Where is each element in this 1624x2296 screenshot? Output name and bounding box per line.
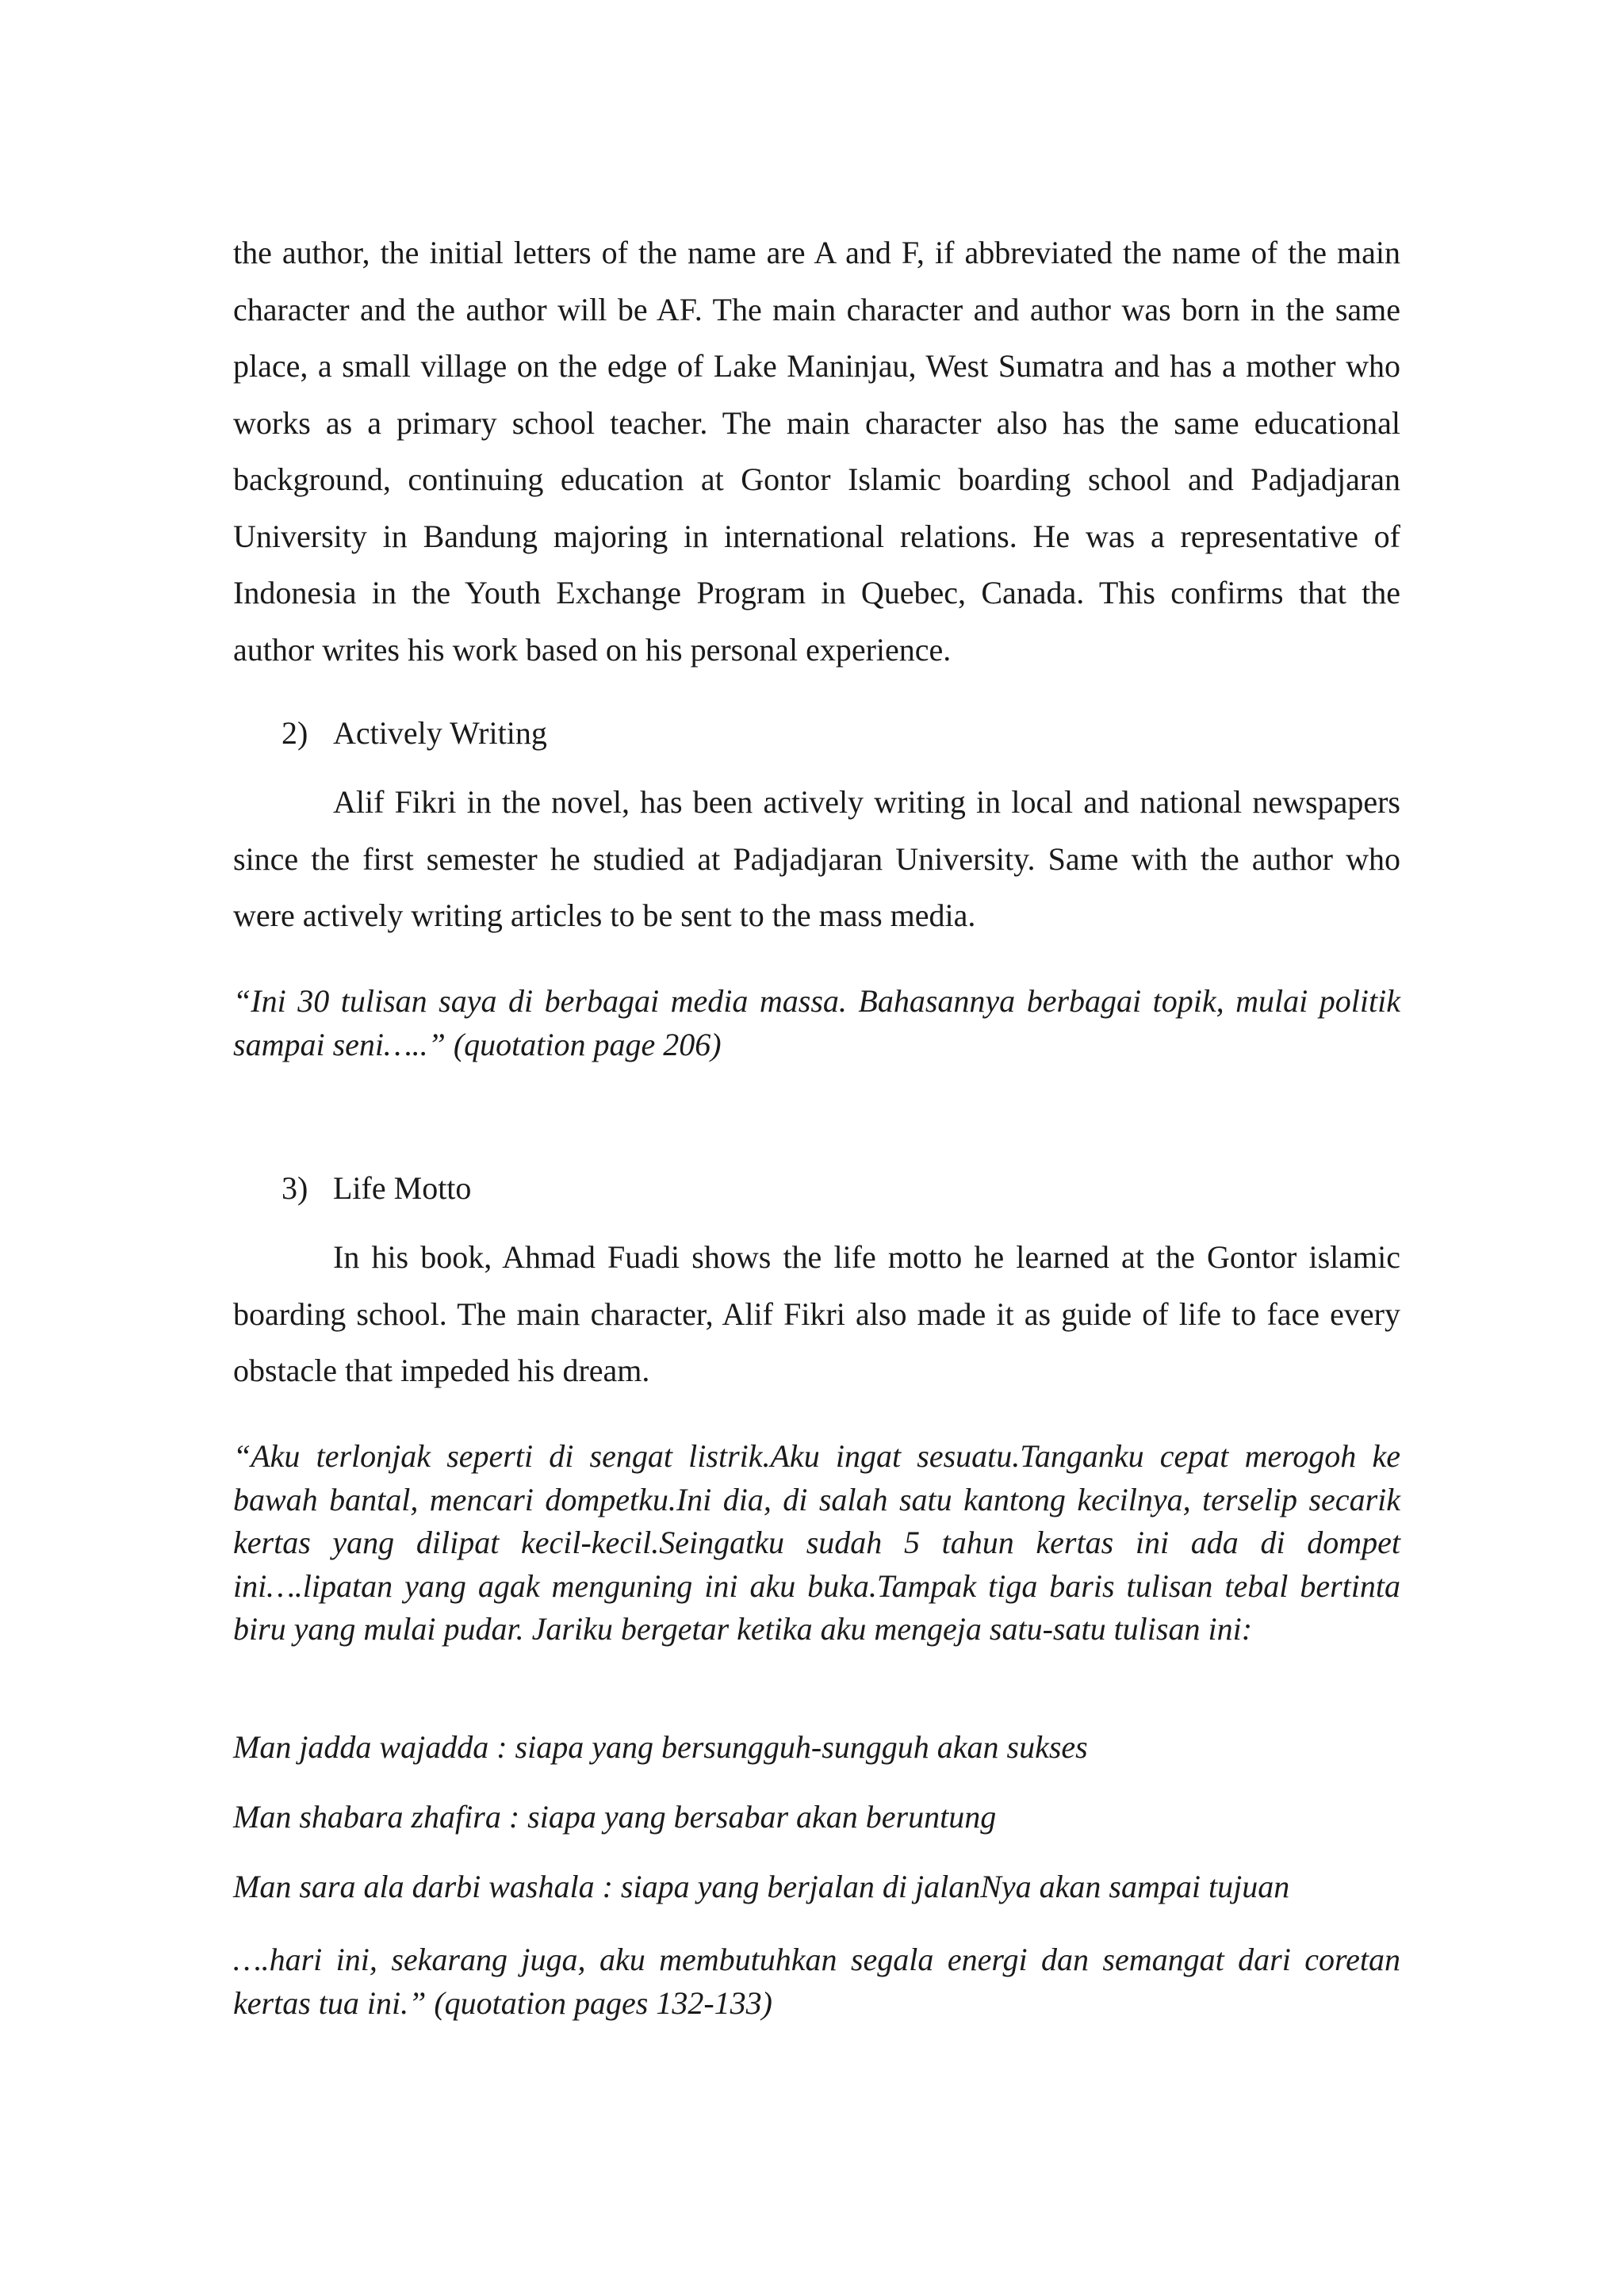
quotation-page-206: “Ini 30 tulisan saya di berbagai media massa. Bahasannya berbagai topik, mulai politik sampai seni…..” (quotation page 206) bbox=[233, 983, 1400, 1062]
quotation-intro: “Aku terlonjak seperti di sengat listrik.Aku ingat sesuatu.Tanganku cepat merogoh ke bawah bantal, mencari dompetku.Ini dia, di salah satu kantong kecilnya, terselip secarik kertas yang dilipat kecil-kecil.Seingatku sudah 5 tahun kertas ini ada di dompet ini….lipatan yang agak menguning ini aku buka.Tampak tiga baris tulisan tebal bertinta biru yang mulai pudar. Jariku bergetar ketika aku mengeja satu-satu tulisan ini: bbox=[233, 1438, 1400, 1647]
motto-line-1: Man jadda wajadda : siapa yang bersungguh-sungguh akan sukses bbox=[233, 1729, 1088, 1765]
quotation-end-pages-132-133: ….hari ini, sekarang juga, aku membutuhkan segala energi dan semangat dari coretan kertas tua ini.” (quotation pages 132-133) bbox=[233, 1942, 1400, 2021]
paragraph-life-motto: In his book, Ahmad Fuadi shows the life motto he learned at the Gontor islamic boarding school. The main character, Alif Fikri also made it as guide of life to face every obstacle that impeded his dream. bbox=[233, 1239, 1400, 1388]
section-heading-actively-writing bbox=[282, 712, 547, 755]
motto-line-3: Man sara ala darbi washala : siapa yang berjalan di jalanNya akan sampai tujuan bbox=[233, 1869, 1290, 1904]
section-title: Actively Writing bbox=[333, 715, 547, 751]
section-title: Life Motto bbox=[333, 1170, 472, 1206]
motto-line-2: Man shabara zhafira : siapa yang bersabar akan beruntung bbox=[233, 1799, 997, 1835]
paragraph-actively-writing: Alif Fikri in the novel, has been actively writing in local and national newspapers since the first semester he studied at Padjadjaran University. Same with the author who were actively writing articles to be sent to the mass media. bbox=[233, 784, 1400, 933]
section-heading-life-motto bbox=[282, 1167, 471, 1210]
paragraph-intro: the author, the initial letters of the name are A and F, if abbreviated the name of the main character and the author will be AF. The main character and author was born in the same place, a small village on the edge of Lake Maninjau, West Sumatra and has a mother who works as a primary school teacher. The main character also has the same educational background, continuing education at Gontor Islamic boarding school and Padjadjaran University in Bandung majoring in international relations. He was a representative of Indonesia in the Youth Exchange Program in Quebec, Canada. This confirms that the author writes his work based on his personal experience. bbox=[233, 235, 1400, 668]
section-number: 3) bbox=[282, 1170, 308, 1206]
section-number: 2) bbox=[282, 715, 308, 751]
